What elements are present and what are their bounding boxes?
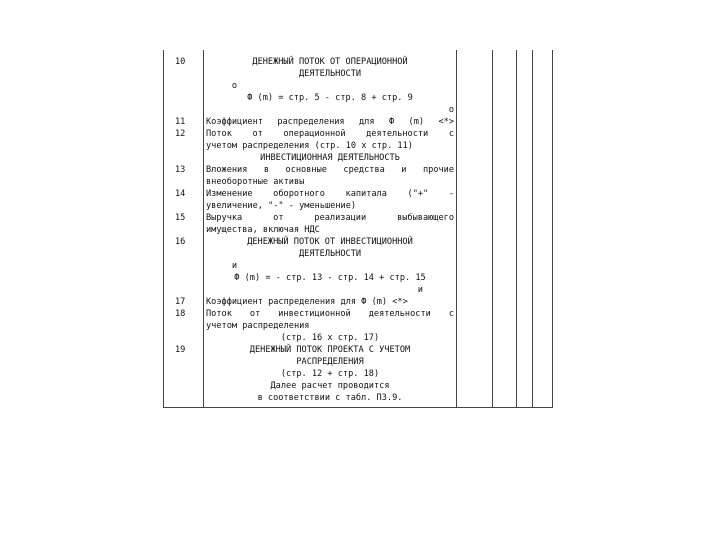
row-text: Выручка от реализации выбывающего (206, 213, 454, 223)
row-number: 16 (175, 237, 186, 247)
row-text: Далее расчет проводится (270, 381, 390, 391)
row-number: 15 (175, 213, 186, 223)
table-row (0, 356, 720, 368)
row-text: РАСПРЕДЕЛЕНИЯ (296, 357, 364, 367)
table-row (0, 332, 720, 344)
table-row (0, 380, 720, 392)
table-row (0, 152, 720, 164)
row-number: 18 (175, 309, 186, 319)
row-text: увеличение, "-" - уменьшение) (206, 201, 357, 211)
row-text: ДЕНЕЖНЫЙ ПОТОК ОТ ИНВЕСТИЦИОННОЙ (247, 237, 413, 247)
table-row (0, 200, 720, 212)
row-text: ДЕНЕЖНЫЙ ПОТОК ОТ ОПЕРАЦИОННОЙ (252, 57, 408, 67)
row-text: учетом распределения (206, 321, 310, 331)
table-row (0, 68, 720, 80)
row-text: в соответствии с табл. П3.9. (257, 393, 403, 403)
row-text: внеоборотные активы (206, 177, 305, 187)
table-row (0, 224, 720, 236)
row-text: и (417, 285, 454, 295)
table-row (0, 164, 720, 176)
row-number: 13 (175, 165, 186, 175)
row-text: (стр. 16 x стр. 17) (280, 333, 380, 343)
row-text: ИНВЕСТИЦИОННАЯ ДЕЯТЕЛЬНОСТЬ (260, 153, 400, 163)
table-row (0, 140, 720, 152)
row-text: Ф (m) = - стр. 13 - стр. 14 + стр. 15 (234, 273, 426, 283)
table-row (0, 236, 720, 248)
table-row (0, 248, 720, 260)
row-text: о (206, 81, 238, 91)
row-number: 10 (175, 57, 186, 67)
row-number: 17 (175, 297, 186, 307)
table-row (0, 368, 720, 380)
table-row (0, 128, 720, 140)
table-row (0, 188, 720, 200)
table-row (0, 176, 720, 188)
row-number: 11 (175, 117, 186, 127)
table-row (0, 344, 720, 356)
table-row (0, 212, 720, 224)
row-number: 14 (175, 189, 186, 199)
table-row (0, 272, 720, 284)
table-row (0, 116, 720, 128)
row-text: учетом распределения (стр. 10 x стр. 11) (206, 141, 413, 151)
table-row (0, 320, 720, 332)
table-row (0, 308, 720, 320)
row-number: 12 (175, 129, 186, 139)
table-row (0, 80, 720, 92)
table-row (0, 56, 720, 68)
row-text: Коэффициент распределения для Ф (m) <*> (206, 297, 408, 307)
row-text: Вложения в основные средства и прочие (206, 165, 454, 175)
row-text: Поток от инвестиционной деятельности с (206, 309, 454, 319)
row-text: Коэффициент распределения для Ф (m) <*> (206, 117, 454, 127)
row-text: ДЕЯТЕЛЬНОСТИ (298, 249, 362, 259)
row-text: о (448, 105, 454, 115)
row-text: Поток от операционной деятельности с (206, 129, 454, 139)
row-text: ДЕНЕЖНЫЙ ПОТОК ПРОЕКТА С УЧЕТОМ (249, 345, 411, 355)
table-row (0, 92, 720, 104)
bottom-rule (163, 407, 552, 408)
row-text: (стр. 12 + стр. 18) (280, 369, 380, 379)
row-text: и (206, 261, 238, 271)
table-row (0, 104, 720, 116)
row-text: имущества, включая НДС (206, 225, 320, 235)
row-text: Ф (m) = стр. 5 - стр. 8 + стр. 9 (247, 93, 413, 103)
table-row (0, 296, 720, 308)
row-text: Изменение оборотного капитала ("+" - (206, 189, 454, 199)
row-number: 19 (175, 345, 186, 355)
table-row (0, 392, 720, 404)
table-row (0, 284, 720, 296)
table-row (0, 260, 720, 272)
row-text: ДЕЯТЕЛЬНОСТИ (298, 69, 362, 79)
